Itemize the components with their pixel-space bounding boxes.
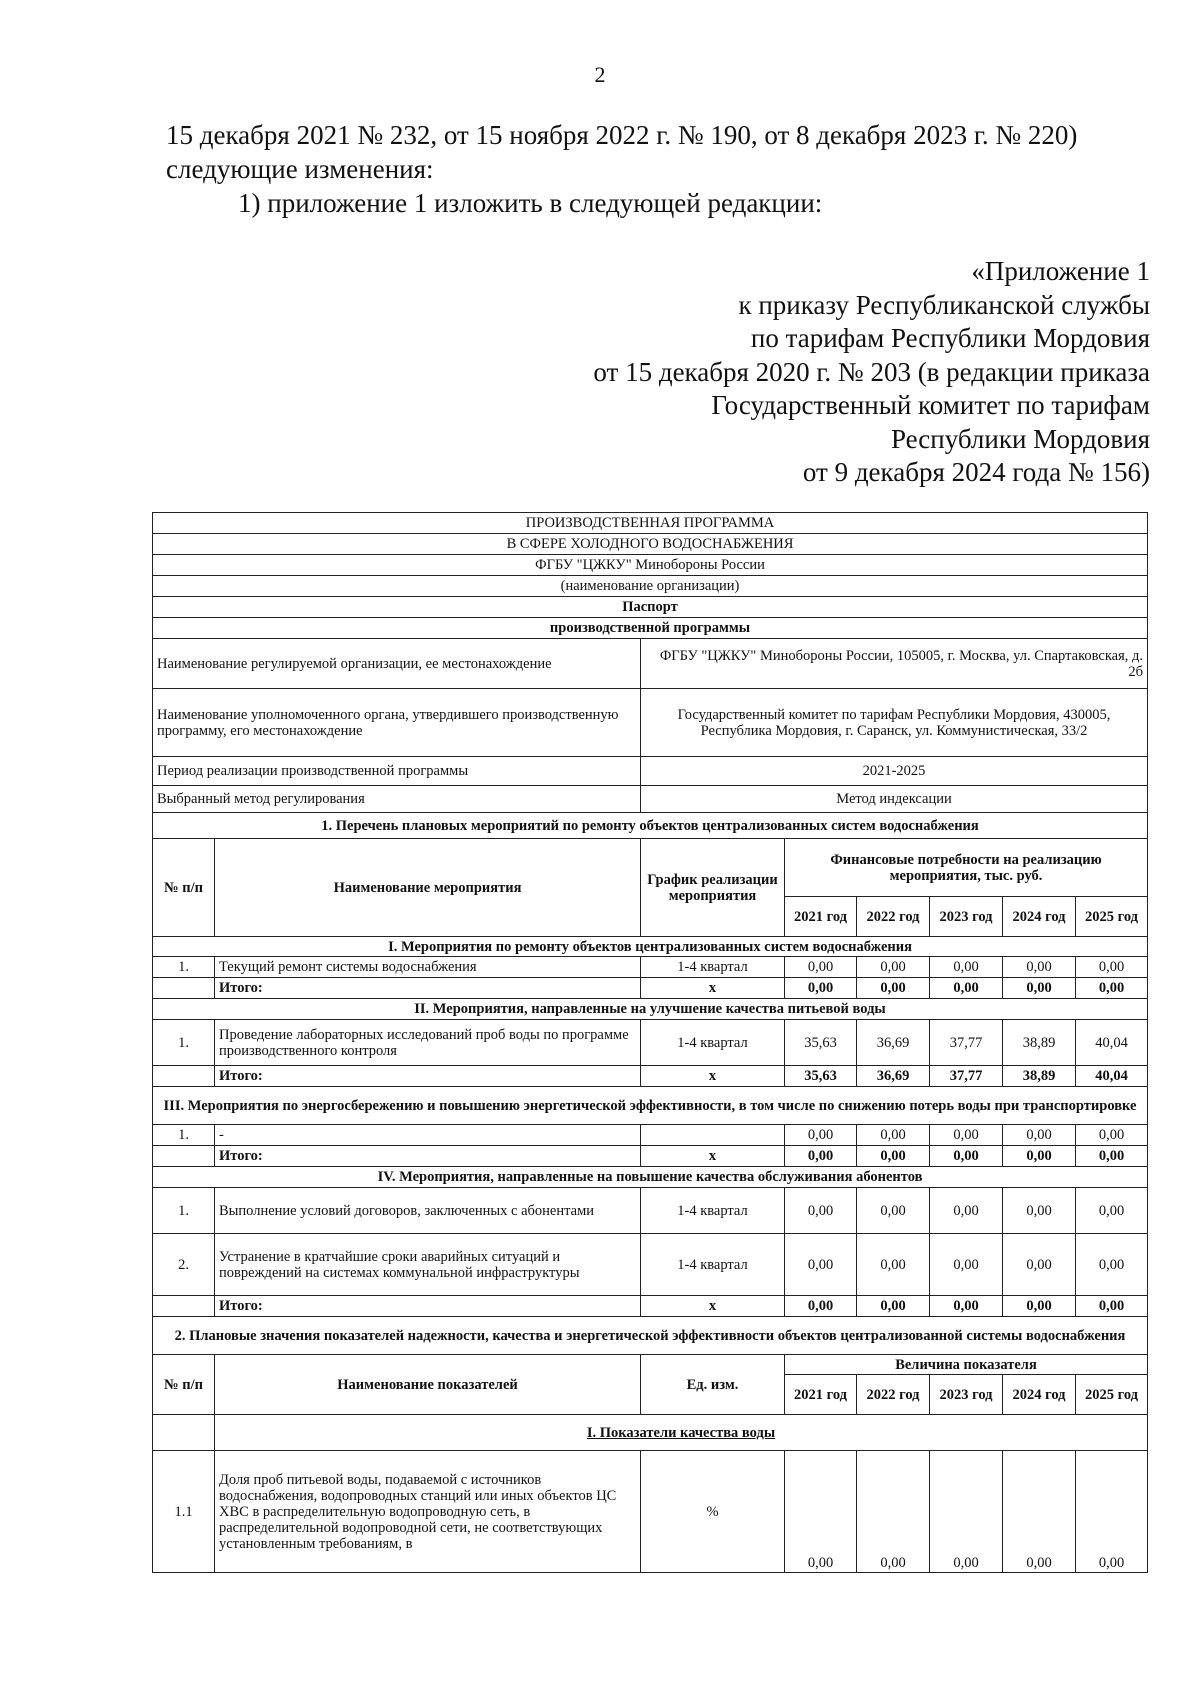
header2-year: 2023 год bbox=[930, 1375, 1003, 1415]
row-schedule: 1-4 квартал bbox=[641, 957, 785, 978]
table-row bbox=[153, 1188, 1148, 1234]
production-program-table bbox=[152, 512, 1148, 1573]
total-num-cell bbox=[153, 1296, 215, 1317]
info-label: Выбранный метод регулирования bbox=[153, 786, 641, 813]
group-title: I. Мероприятия по ремонту объектов централизованных систем водоснабжения bbox=[153, 937, 1148, 957]
header-year: 2025 год bbox=[1076, 897, 1148, 937]
header2-year: 2024 год bbox=[1003, 1375, 1076, 1415]
row-schedule bbox=[641, 1125, 785, 1146]
row-value: 0,00 bbox=[785, 957, 857, 978]
row-value: 38,89 bbox=[1003, 1020, 1076, 1066]
info-value: ФГБУ "ЦЖКУ" Минобороны России, 105005, г. Москва, ул. Спартаковская, д. 2б bbox=[641, 639, 1148, 689]
total-row bbox=[153, 1146, 1148, 1167]
row-num: 1. bbox=[153, 1020, 215, 1066]
total-label: Итого: bbox=[215, 1066, 641, 1087]
passport-title: Паспорт bbox=[153, 597, 1148, 618]
header-num: № п/п bbox=[153, 839, 215, 937]
total-value: 38,89 bbox=[1003, 1066, 1076, 1087]
indicator-unit: % bbox=[641, 1451, 785, 1573]
table-body bbox=[153, 513, 1148, 1573]
indicator-value: 0,00 bbox=[1076, 1451, 1148, 1573]
appendix-line: Республики Мордовия bbox=[890, 423, 1150, 454]
total-value: 0,00 bbox=[930, 1146, 1003, 1167]
row-num: 1. bbox=[153, 1125, 215, 1146]
header-year: 2024 год bbox=[1003, 897, 1076, 937]
row-name: Проведение лабораторных исследований проб воды по программе производственного контроля bbox=[215, 1020, 641, 1066]
row-schedule: 1-4 квартал bbox=[641, 1020, 785, 1066]
row-value: 37,77 bbox=[930, 1020, 1003, 1066]
organization-name: ФГБУ "ЦЖКУ" Минобороны России bbox=[153, 555, 1148, 576]
organization-caption: (наименование организации) bbox=[153, 576, 1148, 597]
row-value: 0,00 bbox=[1003, 1234, 1076, 1296]
info-label: Период реализации производственной программы bbox=[153, 757, 641, 786]
header-year: 2023 год bbox=[930, 897, 1003, 937]
total-value: 0,00 bbox=[857, 1296, 930, 1317]
total-schedule: х bbox=[641, 1146, 785, 1167]
total-label: Итого: bbox=[215, 1146, 641, 1167]
row-value: 0,00 bbox=[1076, 1188, 1148, 1234]
table-row bbox=[153, 1020, 1148, 1066]
appendix-line: Государственный комитет по тарифам bbox=[711, 390, 1150, 420]
total-schedule: х bbox=[641, 1066, 785, 1087]
total-value: 0,00 bbox=[1076, 978, 1148, 999]
row-value: 0,00 bbox=[785, 1234, 857, 1296]
row-name: Устранение в кратчайшие сроки аварийных ситуаций и повреждений на системах коммунальной инфраструктуры bbox=[215, 1234, 641, 1296]
row-name: Выполнение условий договоров, заключенных с абонентами bbox=[215, 1188, 641, 1234]
total-value: 0,00 bbox=[1003, 1146, 1076, 1167]
row-value: 40,04 bbox=[1076, 1020, 1148, 1066]
quality-title: I. Показатели качества воды bbox=[215, 1415, 1148, 1451]
info-row bbox=[153, 689, 1148, 757]
info-row bbox=[153, 786, 1148, 813]
appendix-line: по тарифам Республики Мордовия bbox=[750, 323, 1150, 353]
section-2-title: 2. Плановые значения показателей надежности, качества и энергетической эффективности объектов централизованной системы водоснабжения bbox=[153, 1317, 1148, 1355]
row-num: 2. bbox=[153, 1234, 215, 1296]
header2-name: Наименование показателей bbox=[215, 1355, 641, 1415]
row-value: 0,00 bbox=[857, 1234, 930, 1296]
table-row bbox=[153, 1234, 1148, 1296]
total-value: 0,00 bbox=[857, 1146, 930, 1167]
info-label: Наименование регулируемой организации, ее местонахождение bbox=[153, 639, 641, 689]
info-value: Метод индексации bbox=[641, 786, 1148, 813]
row-name: - bbox=[215, 1125, 641, 1146]
info-value: Государственный комитет по тарифам Республики Мордовия, 430005, Республика Мордовия, г. Саранск, ул. Коммунистическая, 33/2 bbox=[641, 689, 1148, 757]
total-value: 40,04 bbox=[1076, 1066, 1148, 1087]
page-number: 2 bbox=[594, 62, 606, 87]
section-1-title: 1. Перечень плановых мероприятий по ремонту объектов централизованных систем водоснабжения bbox=[153, 813, 1148, 839]
info-value: 2021-2025 bbox=[641, 757, 1148, 786]
total-value: 0,00 bbox=[785, 1146, 857, 1167]
info-label: Наименование уполномоченного органа, утвердившего производственную программу, его местонахождение bbox=[153, 689, 641, 757]
total-value: 0,00 bbox=[785, 1296, 857, 1317]
passport-subtitle: производственной программы bbox=[153, 618, 1148, 639]
total-value: 0,00 bbox=[1076, 1296, 1148, 1317]
header-year: 2022 год bbox=[857, 897, 930, 937]
header2-magnitude: Величина показателя bbox=[785, 1355, 1148, 1375]
appendix-header bbox=[450, 255, 1150, 490]
indicator-value: 0,00 bbox=[930, 1451, 1003, 1573]
total-row bbox=[153, 978, 1148, 999]
row-value: 0,00 bbox=[1076, 1125, 1148, 1146]
row-value: 0,00 bbox=[1003, 957, 1076, 978]
row-num: 1. bbox=[153, 1188, 215, 1234]
table-row bbox=[153, 1125, 1148, 1146]
total-value: 0,00 bbox=[930, 1296, 1003, 1317]
row-num: 1. bbox=[153, 957, 215, 978]
row-schedule: 1-4 квартал bbox=[641, 1234, 785, 1296]
row-name: Текущий ремонт системы водоснабжения bbox=[215, 957, 641, 978]
row-value: 0,00 bbox=[857, 1188, 930, 1234]
total-schedule: х bbox=[641, 978, 785, 999]
header-finance: Финансовые потребности на реализацию мероприятия, тыс. руб. bbox=[785, 839, 1148, 897]
total-value: 0,00 bbox=[1003, 1296, 1076, 1317]
total-num-cell bbox=[153, 1066, 215, 1087]
row-schedule: 1-4 квартал bbox=[641, 1188, 785, 1234]
total-label: Итого: bbox=[215, 978, 641, 999]
appendix-line: к приказу Республиканской службы bbox=[738, 289, 1150, 320]
total-schedule: х bbox=[641, 1296, 785, 1317]
intro-line-3: 1) приложение 1 изложить в следующей редакции: bbox=[238, 188, 823, 218]
indicator-value: 0,00 bbox=[857, 1451, 930, 1573]
header2-year: 2022 год bbox=[857, 1375, 930, 1415]
info-row bbox=[153, 757, 1148, 786]
row-value: 0,00 bbox=[930, 1234, 1003, 1296]
row-value: 0,00 bbox=[930, 1188, 1003, 1234]
info-row bbox=[153, 639, 1148, 689]
row-value: 35,63 bbox=[785, 1020, 857, 1066]
total-row bbox=[153, 1296, 1148, 1317]
group-title: II. Мероприятия, направленные на улучшение качества питьевой воды bbox=[153, 999, 1148, 1020]
indicator-name: Доля проб питьевой воды, подаваемой с источников водоснабжения, водопроводных станций или иных объектов ЦС ХВС в распределительную водопроводную сеть, в распределительной водопроводной сети, не соответствующих установленным требованиям, в bbox=[215, 1451, 641, 1573]
indicator-num: 1.1 bbox=[153, 1451, 215, 1573]
indicator-value: 0,00 bbox=[785, 1451, 857, 1573]
intro-line-1: 15 декабря 2021 № 232, от 15 ноября 2022 г. № 190, от 8 декабря 2023 г. № 220) bbox=[166, 120, 1078, 150]
table-row bbox=[153, 957, 1148, 978]
intro-line-2: следующие изменения: bbox=[166, 154, 434, 184]
total-num-cell bbox=[153, 1146, 215, 1167]
appendix-line: от 15 декабря 2020 г. № 203 (в редакции приказа bbox=[593, 356, 1150, 387]
row-value: 0,00 bbox=[1076, 957, 1148, 978]
total-label: Итого: bbox=[215, 1296, 641, 1317]
group-title: III. Мероприятия по энергосбережению и повышению энергетической эффективности, в том числе по снижению потерь воды при транспортировке bbox=[153, 1087, 1148, 1125]
header2-unit: Ед. изм. bbox=[641, 1355, 785, 1415]
row-value: 0,00 bbox=[857, 957, 930, 978]
group-title: IV. Мероприятия, направленные на повышение качества обслуживания абонентов bbox=[153, 1167, 1148, 1188]
header2-year: 2021 год bbox=[785, 1375, 857, 1415]
appendix-line: «Приложение 1 bbox=[971, 256, 1150, 286]
total-value: 0,00 bbox=[930, 978, 1003, 999]
row-value: 0,00 bbox=[857, 1125, 930, 1146]
total-value: 36,69 bbox=[857, 1066, 930, 1087]
header-name: Наименование мероприятия bbox=[215, 839, 641, 937]
header-year: 2021 год bbox=[785, 897, 857, 937]
header-schedule: График реализации мероприятия bbox=[641, 839, 785, 937]
row-value: 0,00 bbox=[930, 1125, 1003, 1146]
header-row bbox=[153, 839, 1148, 897]
row-value: 0,00 bbox=[1003, 1188, 1076, 1234]
appendix-line: от 9 декабря 2024 года № 156) bbox=[802, 457, 1150, 487]
total-value: 37,77 bbox=[930, 1066, 1003, 1087]
row-value: 0,00 bbox=[1076, 1234, 1148, 1296]
total-value: 0,00 bbox=[1003, 978, 1076, 999]
header2-row bbox=[153, 1355, 1148, 1375]
table-title-2: В СФЕРЕ ХОЛОДНОГО ВОДОСНАБЖЕНИЯ bbox=[153, 534, 1148, 555]
row-value: 0,00 bbox=[785, 1188, 857, 1234]
total-value: 0,00 bbox=[857, 978, 930, 999]
indicator-row bbox=[153, 1451, 1148, 1573]
row-value: 36,69 bbox=[857, 1020, 930, 1066]
header2-num: № п/п bbox=[153, 1355, 215, 1415]
indicator-value: 0,00 bbox=[1003, 1451, 1076, 1573]
row-value: 0,00 bbox=[930, 957, 1003, 978]
header2-year: 2025 год bbox=[1076, 1375, 1148, 1415]
row-value: 0,00 bbox=[1003, 1125, 1076, 1146]
table-title-1: ПРОИЗВОДСТВЕННАЯ ПРОГРАММА bbox=[153, 513, 1148, 534]
total-value: 0,00 bbox=[785, 978, 857, 999]
total-value: 35,63 bbox=[785, 1066, 857, 1087]
total-row bbox=[153, 1066, 1148, 1087]
quality-title-row bbox=[153, 1415, 1148, 1451]
empty-cell bbox=[153, 1415, 215, 1451]
total-value: 0,00 bbox=[1076, 1146, 1148, 1167]
intro-text bbox=[166, 118, 1146, 220]
total-num-cell bbox=[153, 978, 215, 999]
row-value: 0,00 bbox=[785, 1125, 857, 1146]
